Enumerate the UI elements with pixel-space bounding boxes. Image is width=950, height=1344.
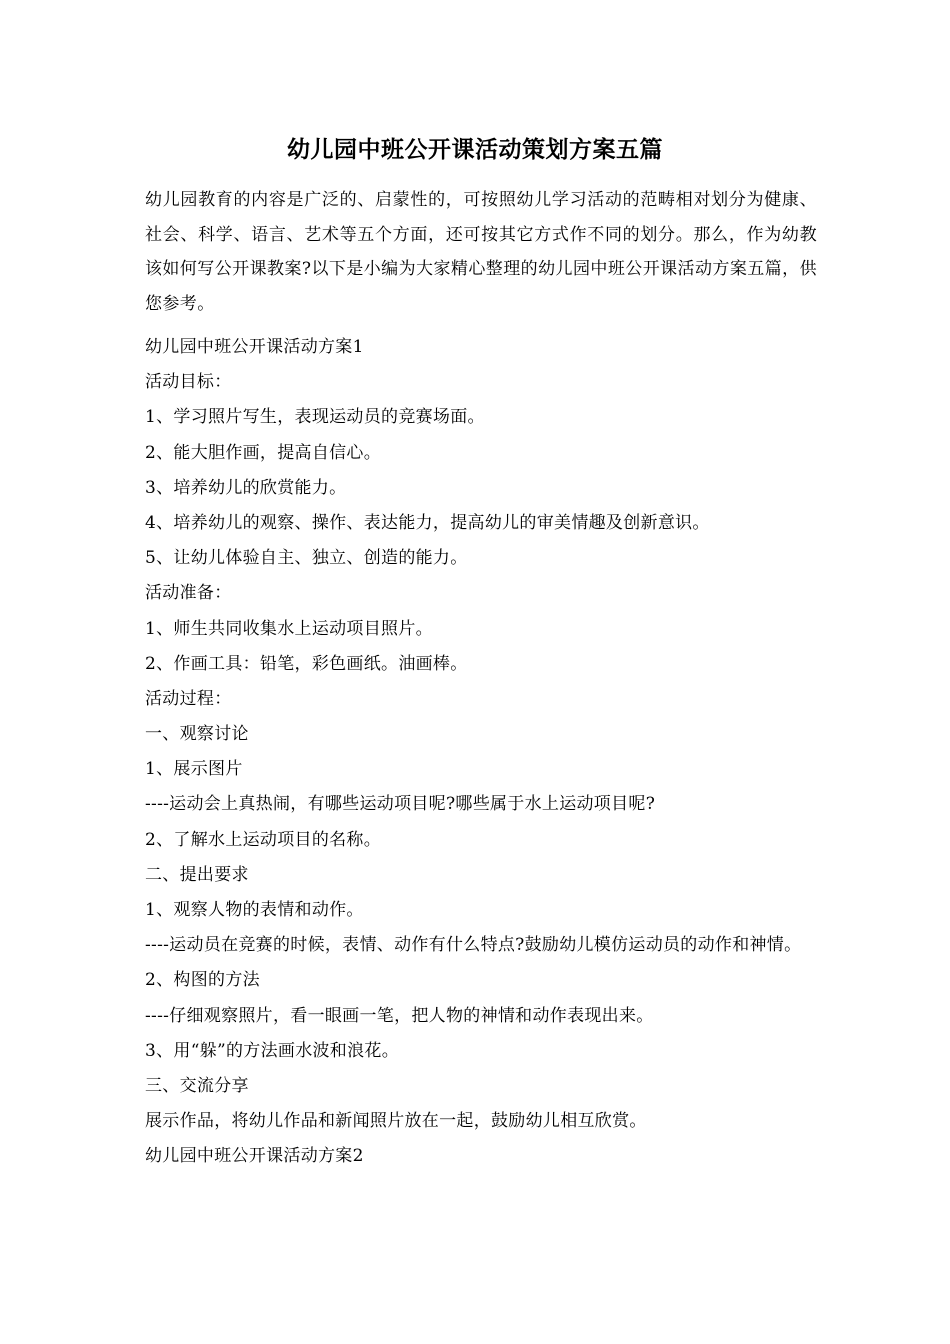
document-body [145,330,825,1175]
document-title: 幼儿园中班公开课活动策划方案五篇 [287,136,663,163]
subheading: 活动准备： [145,583,232,604]
list-item: 2、作画工具：铅笔，彩色画纸。油画棒。 [145,653,468,674]
section-heading: 幼儿园中班公开课活动方案1 [145,337,364,357]
list-item: 2、构图的方法 [145,970,260,991]
paragraph-line: 展示作品，将幼儿作品和新闻照片放在一起，鼓励幼儿相互欣赏。 [145,1111,647,1132]
dialogue-line: ----仔细观察照片，看一眼画一笔，把人物的神情和动作表现出来。 [145,1005,654,1026]
list-item: 1、师生共同收集水上运动项目照片。 [145,618,433,639]
subheading: 活动过程： [145,688,232,709]
list-item: 4、培养幼儿的观察、操作、表达能力，提高幼儿的审美情趣及创新意识。 [145,512,710,533]
step-heading: 二、提出要求 [145,864,249,885]
list-item: 3、培养幼儿的欣赏能力。 [145,477,347,498]
dialogue-line: ----运动员在竞赛的时候，表情、动作有什么特点?鼓励幼儿模仿运动员的动作和神情。 [145,935,802,956]
intro-paragraph: 幼儿园教育的内容是广泛的、启蒙性的，可按照幼儿学习活动的范畴相对划分为健康、社会、科学、语言、艺术等五个方面，还可按其它方式作不同的划分。那么，作为幼教该如何写公开课教案?以下是小编为大家精心整理的幼儿园中班公开课活动方案五篇，供您参考。 [145,190,817,314]
step-heading: 一、观察讨论 [145,724,249,745]
list-item: 1、观察人物的表情和动作。 [145,900,364,920]
list-item: 1、学习照片写生，表现运动员的竞赛场面。 [145,407,485,428]
list-item: 1、展示图片 [145,759,243,780]
dialogue-line: ----运动会上真热闹，有哪些运动项目呢?哪些属于水上运动项目呢? [145,794,656,815]
section-heading: 幼儿园中班公开课活动方案2 [145,1146,364,1167]
list-item: 2、了解水上运动项目的名称。 [145,829,382,850]
subheading: 活动目标： [145,372,232,393]
list-item: 5、让幼儿体验自主、独立、创造的能力。 [145,548,468,569]
step-heading: 三、交流分享 [145,1075,249,1096]
list-item: 3、用“躲”的方法画水波和浪花。 [145,1040,399,1061]
list-item: 2、能大胆作画，提高自信心。 [145,442,382,463]
